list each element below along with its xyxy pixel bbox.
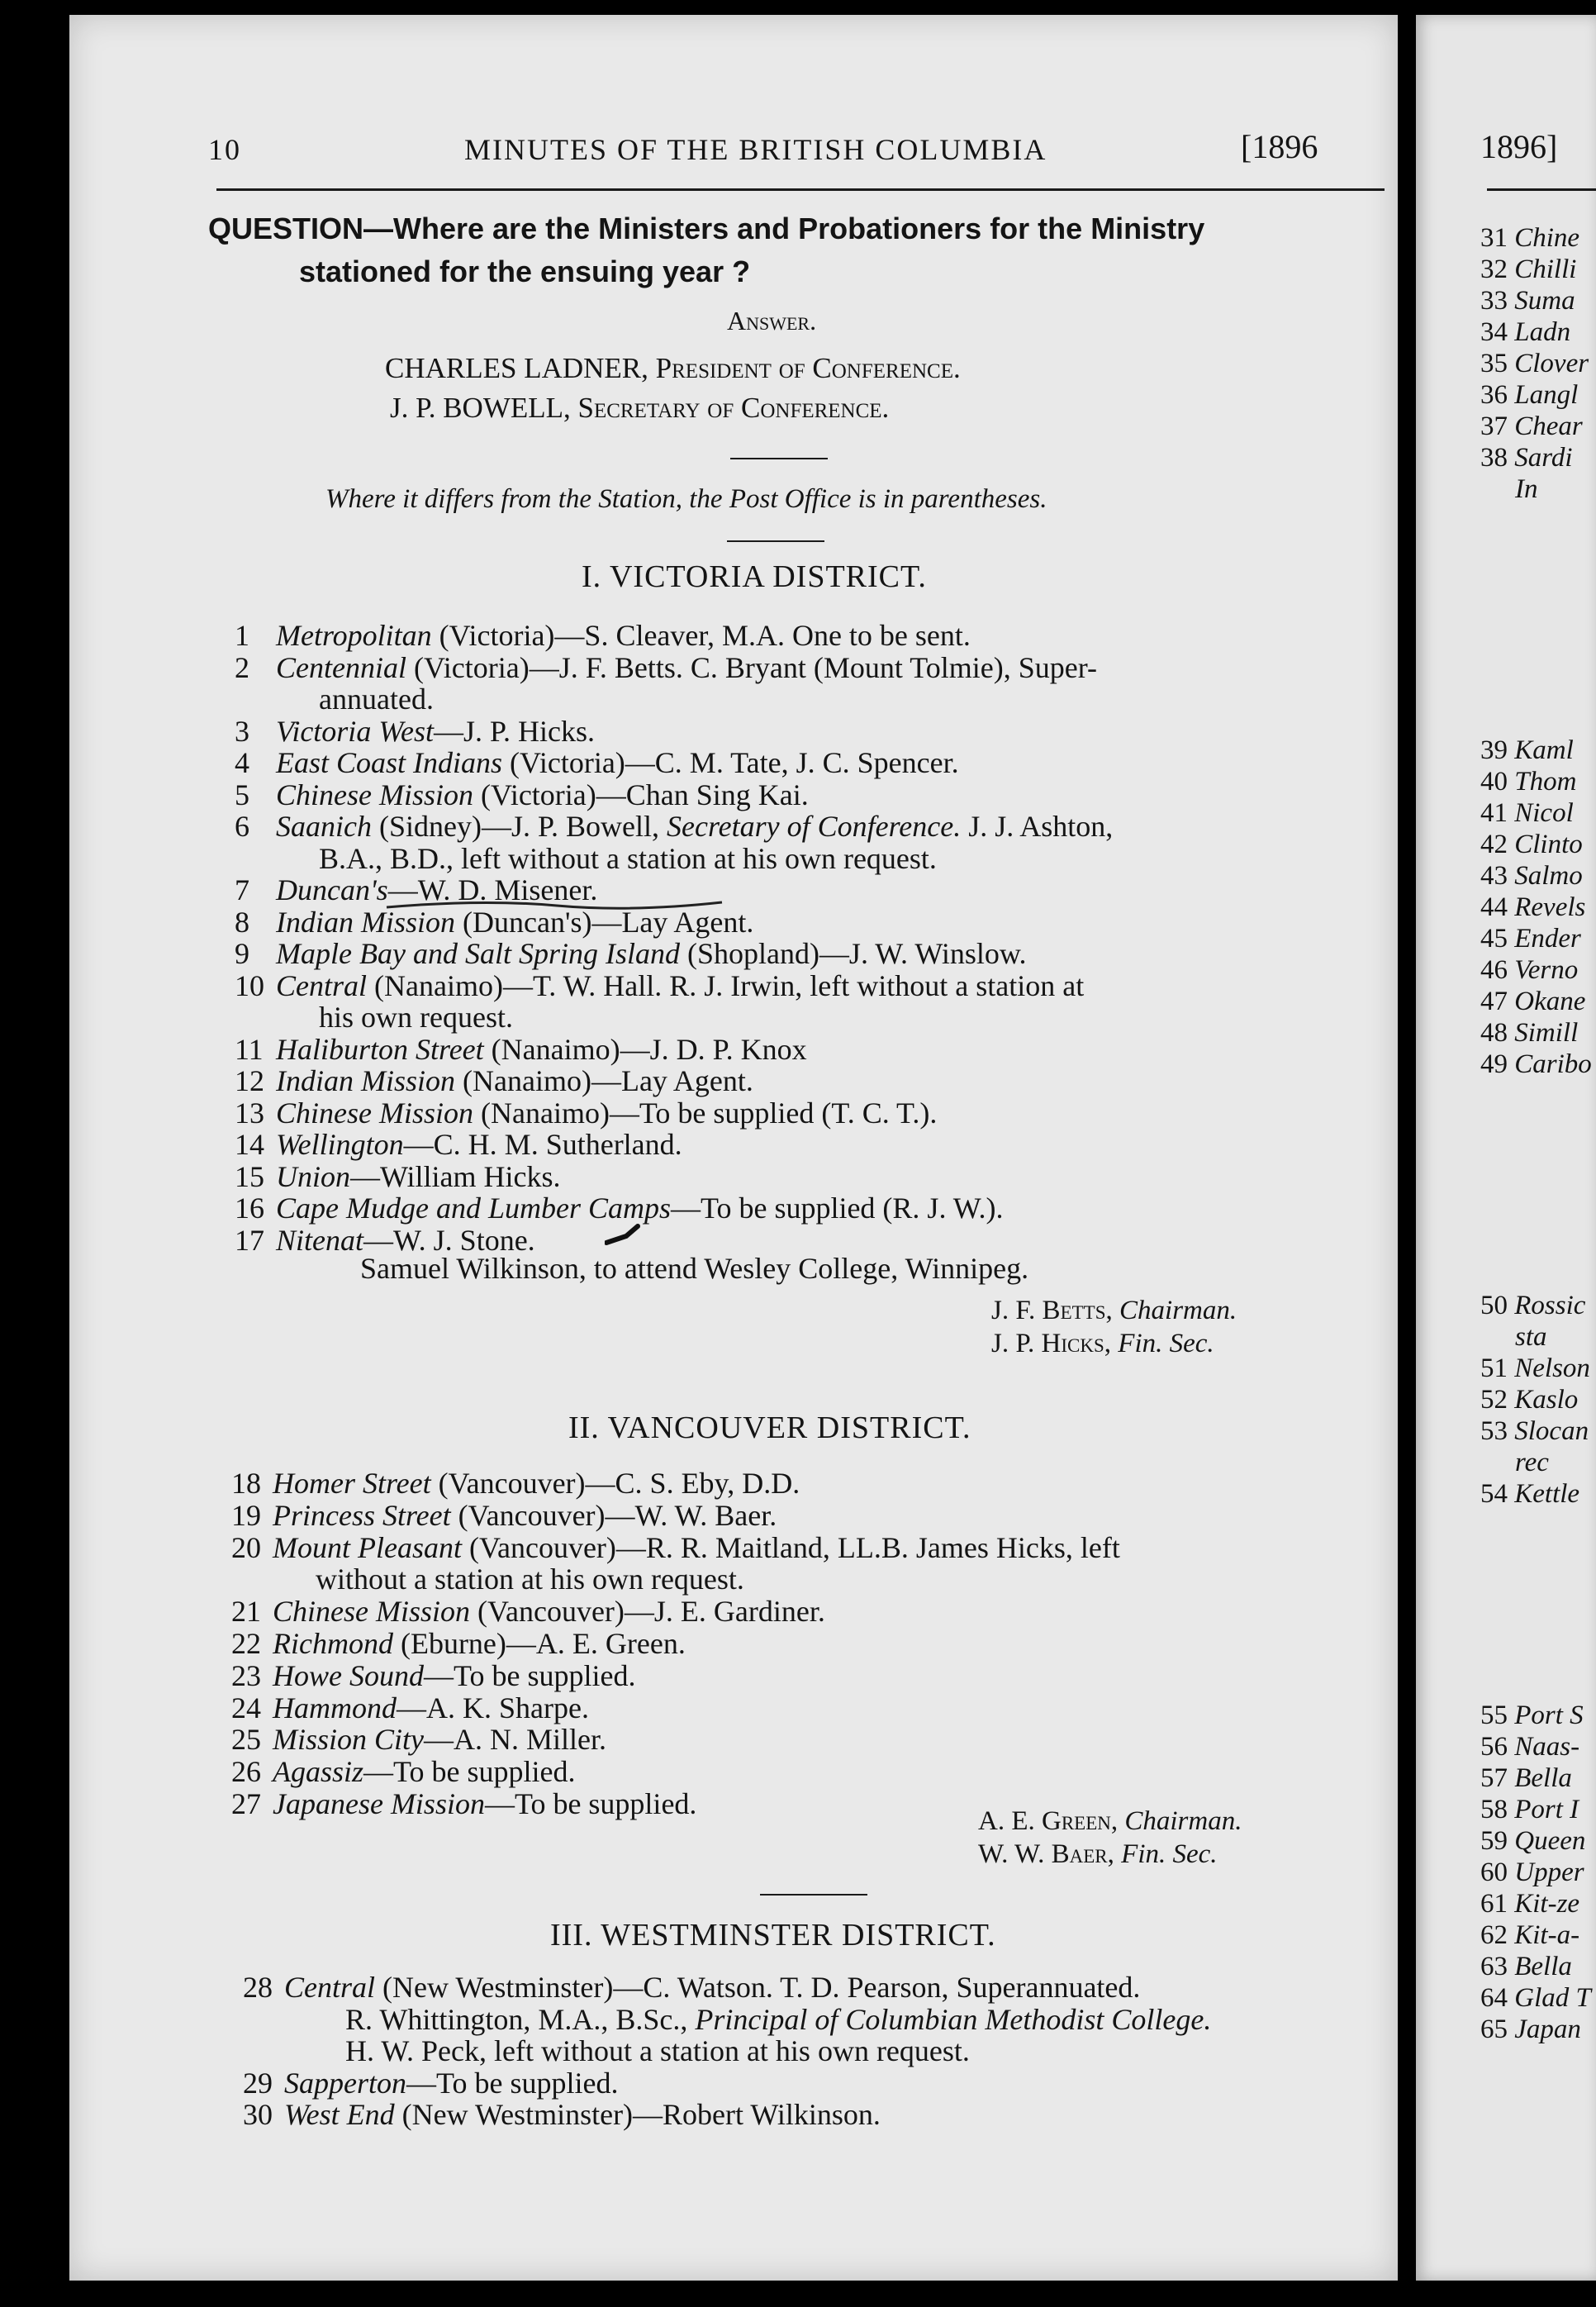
entry-number: 50 [1480,1291,1515,1320]
right-page-entry [1480,223,1579,254]
entry-text: (Nanaimo)—T. W. Hall. R. J. Irwin, left without a station at [367,968,1085,1002]
entry-continuation: B.A., B.D., left without a station at his own request. [319,841,937,875]
station-fragment: Queen [1514,1826,1586,1856]
page-number: 10 [208,133,241,166]
entry-number: 57 [1480,1763,1515,1793]
entry-number: 56 [1480,1732,1515,1762]
station-entry [231,1722,606,1757]
entry-number: 23 [231,1658,261,1692]
right-page-entry [1480,1353,1590,1384]
right-page-entry [1480,1479,1579,1510]
station-fragment: Nicol [1514,798,1574,828]
right-page [1416,15,1596,2281]
entry-number: 49 [1480,1049,1515,1079]
entry-text: —C. H. M. Sutherland. [403,1128,682,1161]
entry-text: (Vancouver)—C. S. Eby, D.D. [430,1467,800,1500]
station-name: Sapperton [284,2066,406,2100]
entry-number: 45 [1480,924,1515,954]
entry-text: (New Westminster)—Robert Wilkinson. [394,2098,881,2131]
entry-number: 11 [235,1032,264,1066]
entry-number: 47 [1480,987,1515,1016]
station-fragment: Okane [1514,987,1586,1016]
station-name: Saanich [276,810,372,843]
entry-number: 55 [1480,1701,1515,1730]
station-fragment: Kit-ze [1514,1889,1580,1919]
station-fragment: Kaml [1514,735,1574,765]
entry-text: —A. K. Sharpe. [397,1691,589,1724]
station-fragment: Slocan [1514,1416,1589,1446]
entry-number: 35 [1480,349,1515,378]
station-name: Indian Mission [276,1064,456,1097]
station-fragment: Salmo [1514,861,1583,891]
station-entry [235,968,1084,1003]
station-name: Cape Mudge and Lumber Camps [276,1192,671,1225]
fin-sec-signature: W. W. Baer, Fin. Sec. [978,1839,1218,1869]
short-rule [760,1894,867,1896]
station-entry [235,1032,807,1067]
station-entry [235,618,971,653]
entry-number: 64 [1480,1983,1515,2013]
entry-number: 27 [231,1787,261,1820]
right-page-entry [1480,411,1583,442]
station-entry [235,745,959,780]
station-entry [235,1127,682,1162]
right-page-entry [1480,1795,1579,1825]
right-page-entry [1480,1018,1578,1049]
post-office-note: Where it differs from the Station, the Post Office is in parentheses. [325,484,1047,514]
district-title: II. VANCOUVER DISTRICT. [568,1410,971,1445]
station-fragment: Revels [1514,892,1586,922]
entry-number: 52 [1480,1385,1515,1415]
station-name: Agassiz [273,1755,364,1789]
entry-text: (Vancouver)—R. R. Maitland, LL.B. James Hicks, left [461,1530,1120,1564]
station-fragment: Chilli [1514,254,1577,284]
entry-number: 1 [235,619,249,652]
right-page-entry [1480,286,1575,316]
station-name: Indian Mission [276,905,456,939]
entry-number: 26 [231,1755,261,1789]
entry-number: 32 [1480,254,1515,284]
right-page-entry [1480,1291,1585,1321]
station-entry [231,1691,589,1725]
station-fragment: Langl [1514,380,1579,410]
entry-italic-text: Secretary of Conference. [667,810,962,843]
station-fragment: Upper [1514,1857,1584,1887]
secretary-line [390,392,889,425]
station-entry [235,650,1097,685]
station-name: Centennial [276,650,406,684]
entry-text: —To be supplied (R. J. W.). [670,1192,1004,1225]
entry-number: 28 [243,1971,273,2004]
entry-number: 58 [1480,1795,1515,1824]
station-entry [235,1191,1003,1225]
station-entry [235,809,1113,844]
station-fragment: Bella [1514,1952,1572,1981]
station-fragment: Kaslo [1514,1385,1579,1415]
station-name: Chinese Mission [276,778,473,811]
station-fragment: Sardi [1514,443,1573,473]
entry-text: (Nanaimo)—Lay Agent. [455,1064,753,1097]
entry-number: 60 [1480,1857,1515,1887]
entry-number: 41 [1480,798,1515,828]
right-page-entry [1480,1385,1578,1415]
station-fragment: In [1515,474,1538,504]
right-page-entry [1480,1701,1584,1731]
station-name: Wellington [276,1128,404,1161]
district-title: I. VICTORIA DISTRICT. [582,559,927,594]
entry-number: 29 [243,2066,273,2100]
station-name: Nitenat [276,1223,363,1257]
entry-number: 42 [1480,830,1515,859]
entry-text: —To be supplied. [424,1658,636,1692]
station-fragment: Port S [1514,1701,1584,1730]
right-page-entry [1480,1920,1579,1951]
entry-text-tail: J. J. Ashton, [961,810,1114,843]
header-rule [216,188,1385,191]
right-page-entry [1515,1448,1549,1478]
right-page-entry [1480,2014,1581,2045]
station-name: West End [284,2098,395,2131]
secretary-name: J. P. BOWELL, [390,392,571,424]
entry-number: 9 [235,937,249,970]
entry-number: 24 [231,1691,261,1724]
entry-number: 6 [235,810,249,843]
station-fragment: Clinto [1514,830,1583,859]
president-name: CHARLES LADNER, [385,352,648,384]
right-page-entry [1480,1732,1579,1762]
right-page-entry [1480,735,1574,766]
entry-number: 25 [231,1723,261,1757]
entry-number: 30 [243,2098,273,2131]
entry-number: 22 [231,1627,261,1660]
station-fragment: Clover [1514,349,1589,378]
entry-text: (Victoria)—Chan Sing Kai. [473,778,809,811]
left-page [69,15,1398,2281]
station-entry [243,2066,618,2100]
entry-number: 4 [235,746,249,779]
entry-text: —W. D. Misener. [387,873,598,906]
entry-number: 19 [231,1498,261,1532]
station-entry [235,1159,561,1194]
short-rule [730,458,828,459]
station-name: Haliburton Street [276,1032,484,1066]
station-fragment: Chine [1514,223,1580,253]
station-entry [345,2002,1211,2037]
right-page-entry [1480,861,1583,892]
right-page-entry [1515,474,1538,505]
district-title: III. WESTMINSTER DISTRICT. [550,1918,996,1953]
header-rule [1487,188,1596,191]
station-name: Japanese Mission [273,1787,485,1820]
entry-text: (Sidney)—J. P. Bowell, [371,810,667,843]
station-name: Victoria West [276,714,434,748]
entry-text: (Nanaimo)—To be supplied (T. C. T.). [473,1096,938,1130]
station-name: Central [284,1971,376,2004]
entry-number: 40 [1480,767,1515,797]
entry-number: 2 [235,650,249,684]
right-page-entry [1480,1889,1579,1919]
question-line-1: QUESTION—Where are the Ministers and Probationers for the Ministry [208,212,1205,245]
station-fragment: Japan [1514,2014,1581,2044]
station-entry [231,1754,575,1789]
entry-italic-text: Principal of Columbian Methodist College. [695,2002,1212,2036]
entry-number: 62 [1480,1920,1515,1950]
station-fragment: Nelson [1514,1353,1590,1383]
secretary-title: Secretary of Conference. [577,392,890,424]
right-page-entry [1480,1049,1592,1080]
right-page-entry [1480,349,1589,379]
entry-text: —To be supplied. [406,2066,619,2100]
entry-text: (Vancouver)—W. W. Baer. [450,1498,777,1532]
entry-text: (Duncan's)—Lay Agent. [455,905,754,939]
station-fragment: Ender [1514,924,1581,954]
station-name: Howe Sound [273,1658,424,1692]
entry-number: 17 [235,1223,264,1257]
station-entry [243,2097,881,2132]
station-fragment: Thom [1514,767,1577,797]
entry-text: (Victoria)—C. M. Tate, J. C. Spencer. [502,746,959,779]
chairman-signature: A. E. Green, Chairman. [978,1806,1242,1836]
fin-sec-signature: J. P. Hicks, Fin. Sec. [991,1329,1214,1358]
station-fragment: Kit-a- [1514,1920,1580,1950]
station-fragment: Simill [1514,1018,1579,1048]
entry-number: 16 [235,1192,264,1225]
entry-text: —To be supplied. [363,1755,576,1789]
station-fragment: Kettle [1514,1479,1580,1509]
entry-number: 5 [235,778,249,811]
entry-number: 48 [1480,1018,1515,1048]
station-entry [231,1466,800,1501]
entry-number: 38 [1480,443,1515,473]
entry-number: 7 [235,873,249,906]
station-name: Homer Street [273,1467,431,1500]
underline-mark [383,894,730,914]
entry-number: 13 [235,1096,264,1130]
right-page-entry [1515,1322,1547,1353]
station-entry [231,1786,696,1821]
right-page-entry [1480,1763,1572,1794]
entry-continuation: annuated. [319,683,434,716]
entry-text: (Nanaimo)—J. D. P. Knox [483,1032,807,1066]
station-name: Union [276,1159,350,1193]
right-page-entry [1480,1826,1585,1857]
station-name: Metropolitan [276,619,432,652]
president-title: President of Conference. [655,352,961,384]
station-name: Richmond [273,1627,393,1660]
page-year: 1896] [1480,128,1558,165]
right-page-entry [1480,317,1570,348]
station-name: Chinese Mission [276,1096,473,1130]
station-fragment: sta [1515,1322,1547,1352]
pen-tick-mark [605,1223,641,1248]
entry-number: 59 [1480,1826,1515,1856]
entry-number: 3 [235,714,249,748]
question-line-2: stationed for the ensuing year ? [299,254,751,288]
station-entry [231,1530,1120,1565]
entry-number: 53 [1480,1416,1515,1446]
entry-number: 14 [235,1128,264,1161]
entry-number: 31 [1480,223,1515,253]
entry-number: 8 [235,905,249,939]
station-name: Mount Pleasant [273,1530,462,1564]
right-page-entry [1480,924,1581,954]
entry-number: 10 [235,968,264,1002]
right-page-entry [1480,1952,1572,1982]
station-name: Duncan's [276,873,388,906]
station-fragment: Glad T [1514,1983,1591,2013]
station-entry [231,1626,686,1661]
entry-number: 21 [231,1595,261,1629]
station-fragment: Rossic [1514,1291,1586,1320]
entry-text: (Victoria)—S. Cleaver, M.A. One to be sent. [431,619,971,652]
entry-number: 63 [1480,1952,1515,1981]
entry-number: 44 [1480,892,1515,922]
station-name: Central [276,968,368,1002]
station-fragment: Ladn [1514,317,1571,347]
president-line [385,352,961,385]
right-page-entry [1480,380,1578,411]
station-entry [231,1594,825,1629]
entry-number: 61 [1480,1889,1515,1919]
entry-number: 36 [1480,380,1515,410]
station-entry [243,1970,1140,2005]
entry-number: 46 [1480,955,1515,985]
station-entry [235,1096,937,1130]
station-entry [235,778,809,812]
entry-number: 34 [1480,317,1515,347]
station-fragment: Naas- [1514,1732,1580,1762]
entry-text: —A. N. Miller. [424,1723,607,1757]
chairman-signature: J. F. Betts, Chairman. [991,1296,1237,1325]
entry-text: (Shopland)—J. W. Winslow. [679,937,1027,970]
right-page-entry [1480,830,1583,860]
station-name: Chinese Mission [273,1595,470,1629]
station-entry [235,1063,753,1098]
station-fragment: Port I [1514,1795,1579,1824]
entry-continuation: without a station at his own request. [316,1563,744,1596]
station-fragment: Chear [1514,411,1583,441]
station-entry [231,1658,635,1693]
station-entry [231,1498,777,1533]
entry-number: 51 [1480,1353,1515,1383]
short-rule [727,540,824,542]
answer-label: Answer. [727,306,817,335]
entry-text: H. W. Peck, left without a station at his own request. [345,2034,970,2067]
entry-text: —W. J. Stone. [363,1223,535,1257]
entry-number: 37 [1480,411,1515,441]
station-entry [235,936,1027,971]
entry-text: —To be supplied. [484,1787,697,1820]
entry-text: —J. P. Hicks. [434,714,596,748]
entry-text: —William Hicks. [350,1159,561,1193]
entry-text: (Eburne)—A. E. Green. [392,1627,686,1660]
entry-number: 54 [1480,1479,1515,1509]
station-fragment: Caribo [1514,1049,1592,1079]
entry-number: 39 [1480,735,1515,765]
station-fragment: Verno [1514,955,1579,985]
entry-continuation: his own request. [319,1001,513,1034]
right-page-entry [1480,1416,1589,1447]
right-page-entry [1480,1857,1584,1888]
entry-text: (New Westminster)—C. Watson. T. D. Pearson, Superannuated. [375,1971,1141,2004]
entry-number: 20 [231,1530,261,1564]
entry-number: 18 [231,1467,261,1500]
right-page-entry [1480,987,1585,1017]
right-page-entry [1480,254,1576,285]
station-name: Princess Street [273,1498,451,1532]
entry-text: R. Whittington, M.A., B.Sc., [345,2002,696,2036]
right-page-entry [1480,767,1576,797]
entry-text: (Victoria)—J. F. Betts. C. Bryant (Mount Tolmie), Super- [406,650,1097,684]
entry-number: 15 [235,1159,264,1193]
station-fragment: Bella [1514,1763,1572,1793]
right-page-entry [1480,892,1585,923]
right-page-entry [1480,955,1578,986]
district-note: Samuel Wilkinson, to attend Wesley College, Winnipeg. [360,1252,1029,1285]
entry-number: 33 [1480,286,1515,316]
station-fragment: rec [1515,1448,1549,1477]
right-page-entry [1480,443,1573,473]
page-year: [1896 [1241,128,1318,165]
station-entry [235,714,595,749]
station-name: Maple Bay and Salt Spring Island [276,937,680,970]
running-title: MINUTES OF THE BRITISH COLUMBIA [464,133,1047,166]
entry-number: 65 [1480,2014,1515,2044]
station-name: Hammond [273,1691,397,1724]
entry-text: (Vancouver)—J. E. Gardiner. [470,1595,825,1629]
right-page-entry [1480,798,1574,829]
station-entry [345,2033,970,2068]
station-fragment: Suma [1514,286,1575,316]
entry-number: 43 [1480,861,1515,891]
station-name: East Coast Indians [276,746,503,779]
entry-number: 12 [235,1064,264,1097]
station-name: Mission City [273,1723,425,1757]
right-page-entry [1480,1983,1591,2014]
